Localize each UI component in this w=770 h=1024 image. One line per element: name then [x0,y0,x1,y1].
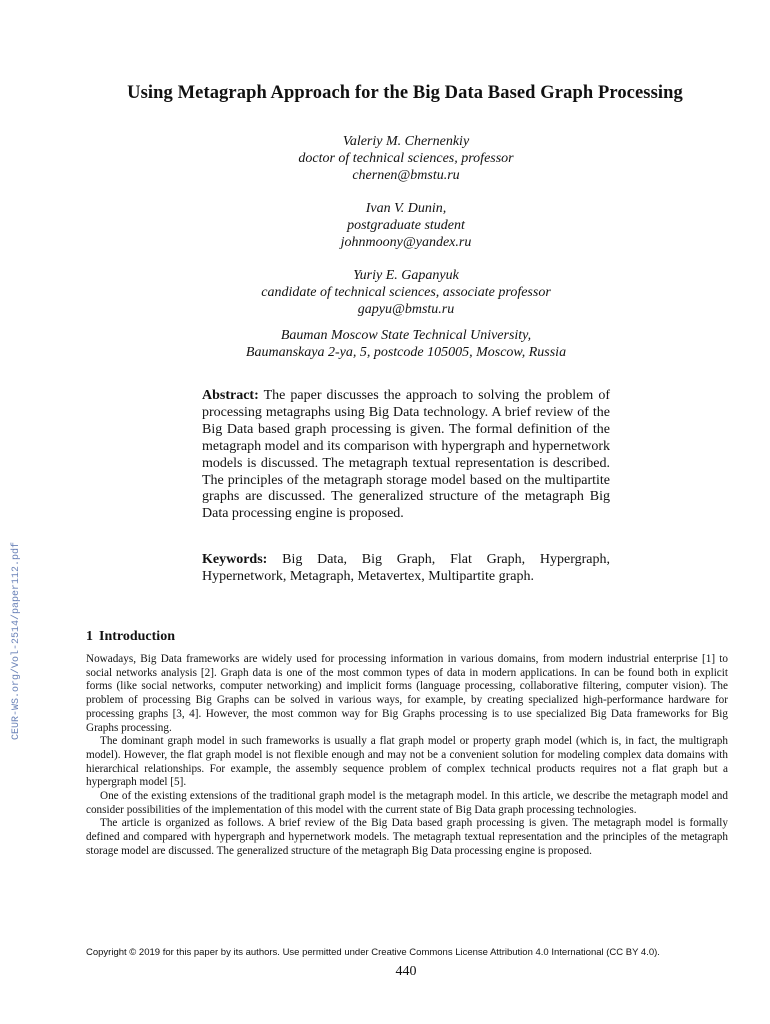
author-list [0,133,770,334]
side-url-link[interactable]: CEUR-WS.org/Vol-2514/paper112.pdf [11,541,22,741]
section-heading [86,629,175,645]
author-email: chernen@bmstu.ru [352,168,460,183]
author-name: Yuriy E. Gapanyuk [353,268,459,283]
abstract-label: Abstract: [202,388,259,403]
section-number: 1 [86,629,93,644]
page-number: 440 [395,964,417,979]
section-title: Introduction [99,629,175,644]
section-body [86,653,728,859]
author-role: postgraduate student [347,218,465,233]
author-role: candidate of technical sciences, associate professor [261,285,551,300]
copyright-notice: Copyright © 2019 for this paper by its authors. Use permitted under Creative Commons License Attribution 4.0 International (CC BY 4.0). [86,947,660,958]
paragraph: The dominant graph model in such frameworks is usually a flat graph model or property graph model (which is, in fact, the multigraph model). However, the flat graph model is not flexible enough and may not be a convenient solution for modeling complex data domains with hierarchical relationships. For example, the assembly sequence problem of complex technical products requires not a flat graph but a hypergraph model [5]. [86,735,728,789]
paragraph: The article is organized as follows. A brief review of the Big Data based graph processing is given. The metagraph model is formally defined and compared with hypergraph and hypernetwork models. The metagraph textual representation and the principles of the metagraph storage model are discussed. The generalized structure of the metagraph Big Data processing engine is proposed. [86,817,728,857]
paragraph: One of the existing extensions of the traditional graph model is the metagraph model. In this article, we describe the metagraph model and consider possibilities of the implementation of this model with the current state of Big Data graph processing technologies. [86,790,728,816]
author-block [0,133,770,184]
abstract-text: The paper discusses the approach to solving the problem of processing metagraphs using Big Data technology. A brief review of the Big Data based graph processing is given. The formal definition of the metagraph model and its comparison with hypergraph and hypernetwork models is discussed. The metagraph textual representation is described. The principles of the metagraph storage model based on the multipartite graphs are discussed. The generalized structure of the metagraph Big Data processing engine is proposed. [202,388,610,522]
author-role: doctor of technical sciences, professor [298,151,514,166]
affiliation [0,327,770,361]
author-name: Ivan V. Dunin, [365,201,447,216]
keywords-label: Keywords: [202,552,268,567]
keywords [202,552,610,586]
paragraph: Nowadays, Big Data frameworks are widely used for processing information in various domains, from modern industrial enterprise [1] to social networks analysis [2]. Graph data is one of the most common types of data in modern applications. In can be found both in explicit forms (like social networks, computer networking) and implicit forms (language processing, collaborative filtering, computer vision). The problem of processing Big Graphs can be solved in various ways, for example, by creating specialized high-performance hardware for processing graphs [3, 4]. However, the most common way for Big Graphs processing is to use specialized Big Data frameworks for Big Graphs processing. [86,653,728,734]
abstract [202,388,610,523]
author-email: johnmoony@yandex.ru [340,235,472,250]
affiliation-line: Baumanskaya 2-ya, 5, postcode 105005, Moscow, Russia [245,345,567,360]
affiliation-line: Bauman Moscow State Technical University, [280,328,532,343]
author-block [0,200,770,251]
keywords-text: Big Data, Big Graph, Flat Graph, Hypergraph, Hypernetwork, Metagraph, Metavertex, Multipartite graph. [202,552,610,584]
paper-title: Using Metagraph Approach for the Big Data Based Graph Processing [127,83,683,103]
author-email: gapyu@bmstu.ru [357,302,455,317]
author-block [0,267,770,318]
author-name: Valeriy M. Chernenkiy [342,134,470,149]
